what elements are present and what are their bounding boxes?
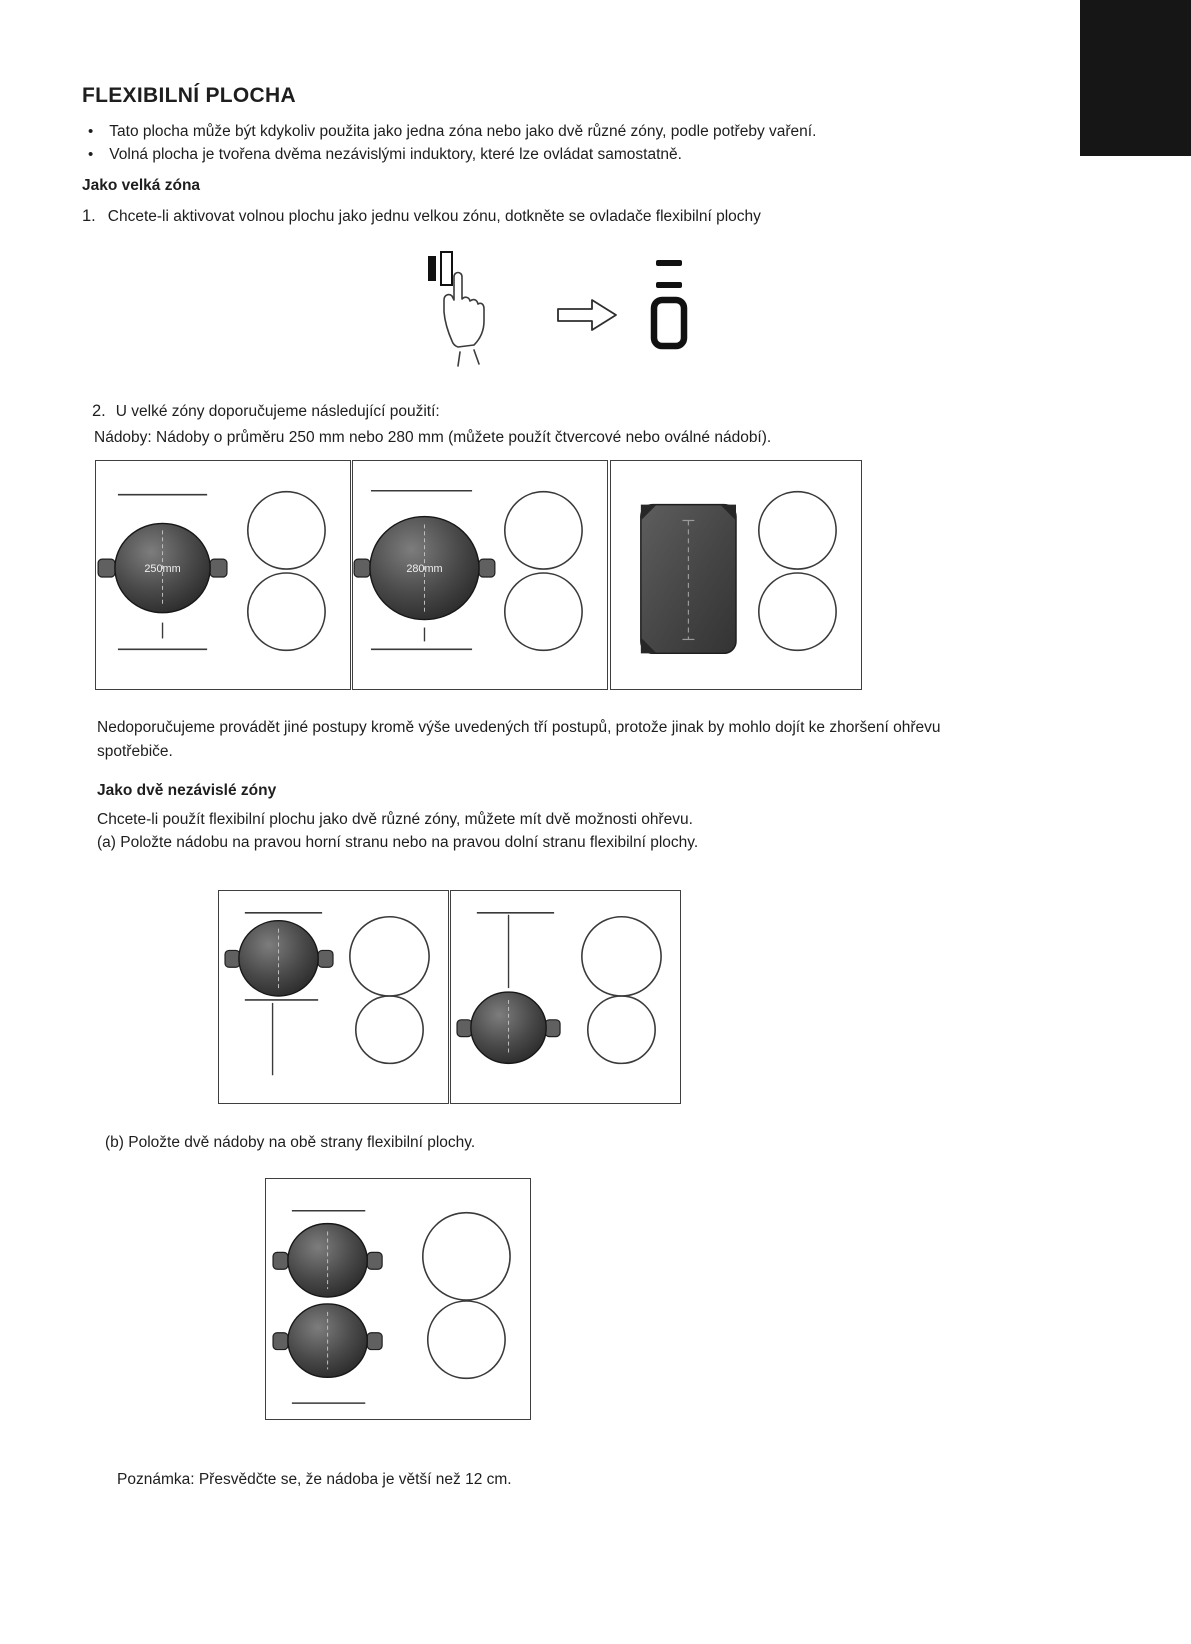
pot-icon (225, 921, 333, 996)
hob-diagram-pot-upper (218, 890, 449, 1104)
griddle-pan-icon (641, 505, 736, 654)
pot-icon (457, 992, 560, 1063)
option-a-text: (a) Položte nádobu na pravou horní stranu nebo na pravou dolní stranu flexibilní plochy. (97, 834, 699, 851)
burner-circle (759, 492, 836, 569)
burner-circle (423, 1213, 510, 1300)
two-zones-intro: Chcete-li použít flexibilní plochu jako dvě různé zóny, můžete mít dvě možnosti ohřevu. (97, 811, 693, 828)
burner-circle (582, 917, 661, 996)
bullet-row (88, 120, 1078, 143)
step-1-text: Chcete-li aktivovat volnou plochu jako jednu velkou zónu, dotkněte se ovladače flexibilní plochy (107, 208, 761, 225)
pot-icon (273, 1304, 382, 1377)
bullet-icon: • (88, 146, 94, 163)
pot-diameter-label: 280mm (406, 563, 443, 576)
hob-diagram-280mm-svg (353, 461, 607, 689)
note-text: Poznámka: Přesvědčte se, že nádoba je větší než 12 cm. (117, 1471, 512, 1488)
hob-diagram-250mm (95, 460, 351, 690)
touch-control-illustration (408, 246, 708, 396)
step-1 (82, 205, 1082, 228)
hob-diagram-pot-lower-svg (451, 891, 680, 1103)
section-heading-two-zones: Jako dvě nezávislé zóny (97, 782, 277, 799)
burner-circle (759, 573, 836, 650)
step-2 (92, 400, 1092, 423)
touch-hand-icon (444, 273, 484, 367)
burner-circle (505, 573, 582, 650)
hob-diagram-pot-upper-svg (219, 891, 448, 1103)
hob-diagram-griddle-svg (611, 461, 861, 689)
burner-circle (248, 573, 325, 650)
pot-250-icon (98, 523, 227, 612)
burner-circle (505, 492, 582, 569)
step-1-number: 1. (82, 207, 96, 225)
pot-icon (273, 1224, 382, 1297)
hob-diagram-250mm-svg (96, 461, 350, 689)
hob-diagram-griddle (610, 460, 862, 690)
warning-text: Nedoporučujeme provádět jiné postupy kromě výše uvedených tří postupů, protože jinak by mohlo dojít ke zhoršení ohřevu spotřebiče. (97, 719, 941, 760)
step-2-text: U velké zóny doporučujeme následující použití: (115, 403, 440, 420)
burner-circle (428, 1301, 505, 1378)
burner-circle (248, 492, 325, 569)
burner-circle (350, 917, 429, 996)
bullet-text: Volná plocha je tvořena dvěma nezávislými induktory, které lze ovládat samostatně. (109, 146, 682, 163)
hob-diagram-pot-lower (450, 890, 681, 1104)
option-b-text: (b) Položte dvě nádoby na obě strany flexibilní plochy. (105, 1134, 476, 1151)
burner-circle (356, 996, 423, 1063)
touch-illustration-svg (408, 246, 708, 396)
page-title: FLEXIBILNÍ PLOCHA (82, 84, 296, 107)
pot-280-icon (354, 517, 495, 620)
pot-diameter-label: 250mm (144, 563, 181, 576)
page-corner-tab (1080, 0, 1191, 156)
display-flex-zero-icon (654, 260, 684, 346)
hob-diagram-280mm (352, 460, 608, 690)
hob-diagram-two-pots (265, 1178, 531, 1420)
arrow-icon (558, 300, 616, 330)
hob-diagram-two-pots-svg (266, 1179, 530, 1419)
cookware-text: Nádoby: Nádoby o průměru 250 mm nebo 280 mm (můžete použít čtvercové nebo oválné nádobí). (94, 429, 772, 446)
bullet-row (88, 143, 1078, 166)
flex-zone-control-icon (428, 252, 452, 285)
section-heading-large-zone: Jako velká zóna (82, 177, 201, 194)
bullet-text: Tato plocha může být kdykoliv použita jako jedna zóna nebo jako dvě různé zóny, podle potřeby vaření. (109, 123, 817, 140)
step-2-number: 2. (92, 402, 106, 420)
bullet-icon: • (88, 123, 94, 140)
burner-circle (588, 996, 655, 1063)
